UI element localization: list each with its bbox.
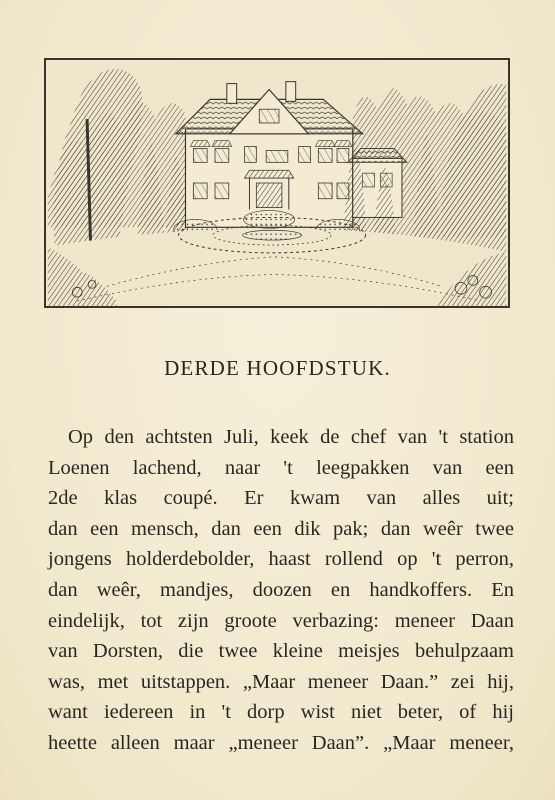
text-line: dan weêr, mandjes, doozen en handkoffers. En: [48, 578, 514, 601]
house-illustration: [44, 58, 510, 308]
text-line: jongens holderdebolder, haast rollend op 't perron,: [48, 548, 514, 571]
text-line: was, met uitstappen. „Maar meneer Daan.” zei hij,: [48, 670, 514, 693]
text-line: van Dorsten, die twee kleine meisjes behulpzaam: [48, 640, 514, 663]
country-house-engraving-icon: [46, 60, 508, 306]
text-line: eindelijk, tot zijn groote verbazing: meneer Daan: [48, 609, 514, 632]
text-line: heette alleen maar „meneer Daan”. „Maar meneer,: [48, 731, 514, 754]
text-line: 2de klas coupé. Er kwam van alles uit;: [48, 487, 514, 510]
body-text: [48, 422, 514, 759]
text-line: want iedereen in 't dorp wist niet beter, of hij: [48, 701, 514, 724]
text-line: Op den achtsten Juli, keek de chef van 't station: [68, 426, 514, 448]
chapter-title: DERDE HOOFDSTUK.: [164, 356, 391, 380]
text-line: dan een mensch, dan een dik pak; dan weêr twee: [48, 517, 514, 540]
text-line: Loenen lachend, naar 't leegpakken van een: [48, 456, 514, 479]
